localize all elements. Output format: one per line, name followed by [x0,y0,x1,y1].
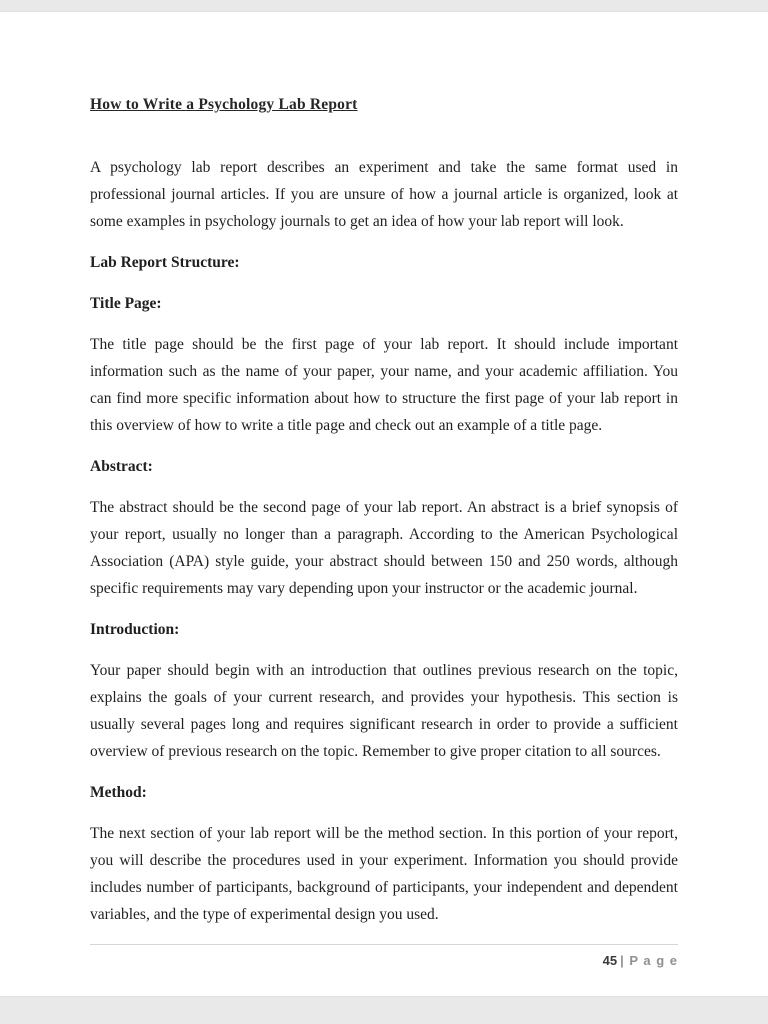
section-body-abstract: The abstract should be the second page of your lab report. An abstract is a brief synopsis of your report, usually no longer than a paragraph. According to the American Psychological Association (APA) style guide, your abstract should between 150 and 250 words, although specific requirements may vary depending upon your instructor or the academic journal. [90,499,678,597]
section-heading-method: Method: [90,784,147,801]
page-number: 45 [602,953,618,968]
section-title-page [90,290,678,439]
section-heading-title-page: Title Page: [90,295,162,312]
section-body-introduction: Your paper should begin with an introduction that outlines previous research on the topic, explains the goals of your current research, and provides your hypothesis. This section is usually several pages long and requires significant research in order to provide a sufficient overview of previous research on the topic. Remember to give proper citation to all sources. [90,662,678,760]
section-abstract [90,453,678,602]
intro-paragraph: A psychology lab report describes an experiment and take the same format used in professional journal articles. If you are unsure of how a journal article is organized, look at some examples in psychology journals to get an idea of how your lab report will look. [90,159,678,230]
page-label: | P a g e [620,953,678,968]
page-content [0,12,768,944]
section-heading-introduction: Introduction: [90,621,180,638]
section-body-method: The next section of your lab report will be the method section. In this portion of your report, you will describe the procedures used in your experiment. Information you should provide includes number of participants, background of participants, your independent and dependent variables, and the type of experimental design you used. [90,825,678,923]
section-heading-abstract: Abstract: [90,458,153,475]
section-body-title-page: The title page should be the first page of your lab report. It should include important information such as the name of your paper, your name, and your academic affiliation. You can find more specific information about how to structure the first page of your lab report in this overview of how to write a title page and check out an example of a title page. [90,336,678,434]
section-introduction [90,616,678,765]
section-method [90,779,678,928]
document-page [0,12,768,996]
footer-divider [90,944,678,945]
structure-heading: Lab Report Structure: [90,254,240,271]
page-footer [0,944,768,996]
footer-page-indicator [90,952,678,970]
document-title: How to Write a Psychology Lab Report [90,96,358,113]
